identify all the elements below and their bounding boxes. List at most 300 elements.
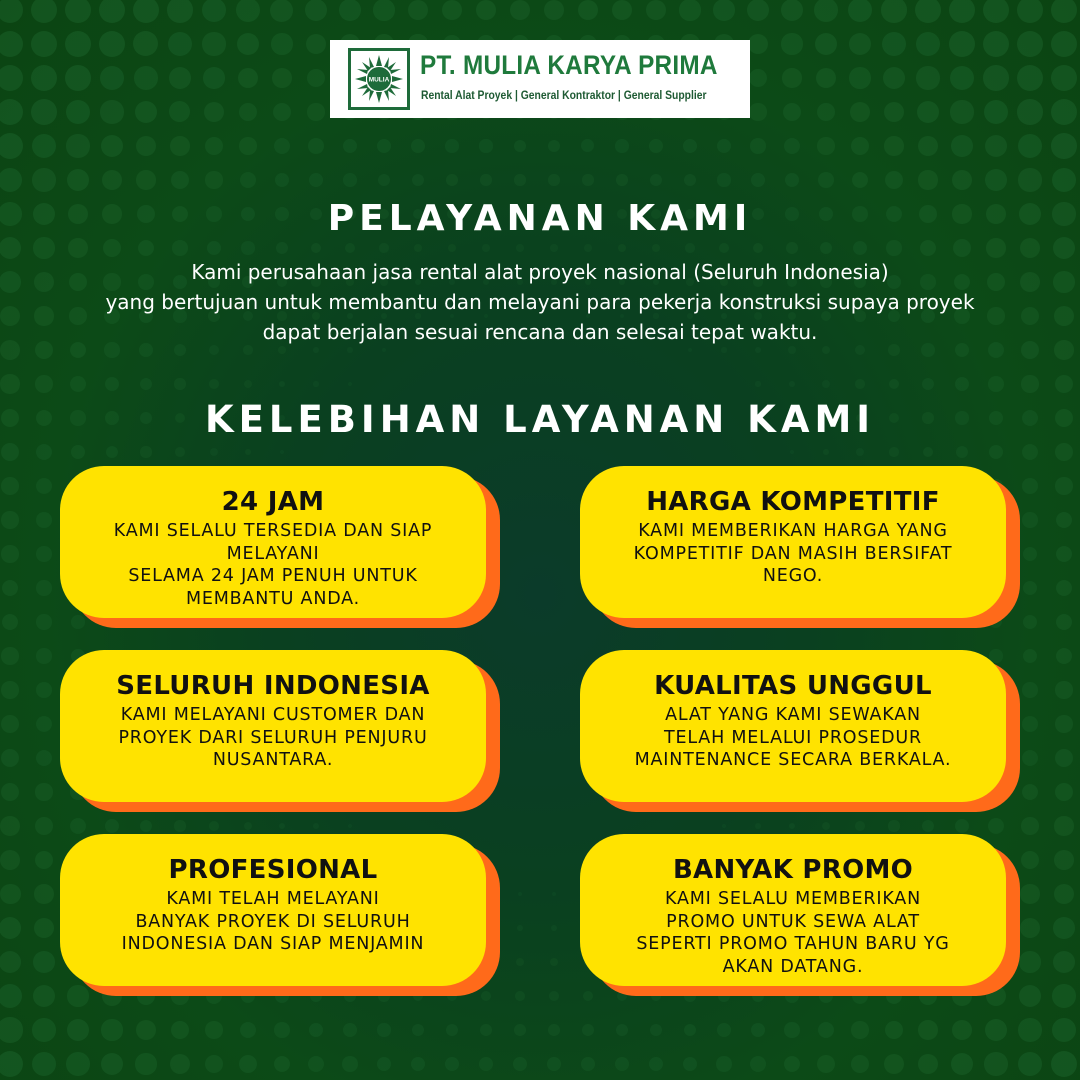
background-dot	[172, 240, 188, 256]
background-dot	[988, 376, 1004, 392]
card-body	[580, 466, 1006, 618]
background-dot	[1022, 682, 1037, 697]
background-dot	[412, 174, 424, 186]
background-dot	[986, 238, 1005, 257]
background-dot	[274, 138, 291, 155]
background-dot	[342, 1056, 357, 1071]
background-dot	[1054, 340, 1074, 360]
background-dot	[240, 1022, 256, 1038]
background-dot	[274, 1056, 291, 1073]
background-dot	[273, 103, 291, 121]
background-dot	[171, 1021, 190, 1040]
background-dot	[313, 347, 320, 354]
description-line: dapat berjalan sesuai rencana dan selesai tepat waktu.	[262, 320, 818, 344]
background-dot	[884, 1054, 904, 1074]
background-dot	[239, 1055, 257, 1073]
background-dot	[237, 33, 259, 55]
background-dot	[514, 140, 527, 153]
background-dot	[412, 1024, 425, 1037]
background-dot	[650, 1024, 662, 1036]
background-dot	[377, 139, 391, 153]
background-dot	[1055, 443, 1073, 461]
background-dot	[71, 445, 86, 460]
background-dot	[952, 1020, 973, 1041]
card-title: PROFESIONAL	[168, 855, 378, 885]
background-dot	[618, 244, 626, 252]
background-dot	[1053, 917, 1075, 939]
background-dot	[548, 1024, 560, 1036]
background-dot	[33, 237, 54, 258]
background-dot	[582, 174, 593, 185]
background-dot	[275, 173, 290, 188]
background-dot	[789, 381, 795, 387]
card-text-line: BANYAK PROYEK DI SELURUH	[135, 911, 411, 932]
background-dot	[35, 817, 53, 835]
background-dot	[1018, 1052, 1043, 1077]
background-dot	[446, 174, 458, 186]
background-dot	[955, 819, 969, 833]
background-dot	[856, 448, 863, 455]
card-text-line: ALAT YANG KAMI SEWAKAN	[665, 705, 921, 725]
background-dot	[823, 449, 829, 455]
background-dot	[1022, 784, 1039, 801]
background-dot	[615, 139, 628, 152]
background-dot	[1, 681, 18, 698]
background-dot	[1022, 716, 1038, 732]
background-dot	[308, 138, 324, 154]
card-text	[580, 704, 1006, 772]
background-dot	[31, 65, 57, 91]
background-dot	[581, 1057, 595, 1071]
background-dot	[0, 917, 21, 939]
background-dot	[0, 31, 23, 57]
background-dot	[100, 100, 123, 123]
card-text-line: KAMI TELAH MELAYANI	[166, 889, 380, 909]
background-dot	[36, 512, 51, 527]
background-dot	[271, 33, 292, 54]
background-dot	[886, 240, 901, 255]
background-dot	[916, 66, 939, 89]
background-dot	[985, 135, 1008, 158]
background-dot	[36, 444, 52, 460]
background-dot	[584, 244, 592, 252]
background-dot	[848, 0, 872, 22]
background-dot	[685, 243, 694, 252]
background-dot	[1052, 168, 1076, 192]
background-dot	[749, 69, 768, 88]
background-dot	[516, 244, 523, 251]
background-dot	[209, 821, 219, 831]
advantage-card-profesional	[60, 834, 500, 996]
background-dot	[0, 884, 21, 905]
background-dot	[411, 139, 425, 153]
background-dot	[956, 446, 969, 459]
background-dot	[612, 0, 632, 20]
background-dot	[1023, 581, 1038, 596]
background-dot	[106, 446, 119, 459]
background-dot	[0, 0, 23, 23]
background-dot	[817, 137, 834, 154]
background-dot	[31, 0, 57, 23]
background-dot	[0, 271, 21, 293]
background-dot	[279, 381, 286, 388]
background-dot	[0, 133, 23, 159]
background-dot	[781, 0, 804, 21]
background-dot	[32, 134, 57, 159]
background-dot	[818, 172, 834, 188]
background-dot	[855, 379, 864, 388]
card-title: KUALITAS UNGGUL	[654, 671, 932, 701]
background-dot	[204, 102, 224, 122]
advantage-card-kualitas-unggul	[580, 650, 1020, 812]
card-text-line: KAMI SELALU TERSEDIA DAN SIAP	[113, 521, 433, 541]
emblem-text: MULIA	[368, 76, 390, 84]
background-dot	[0, 374, 19, 393]
background-dot	[68, 238, 88, 258]
background-dot	[479, 1057, 493, 1071]
background-dot	[1021, 851, 1039, 869]
background-dot	[713, 0, 735, 21]
background-dot	[343, 139, 358, 154]
background-dot	[445, 139, 458, 152]
background-dot	[548, 174, 559, 185]
background-dot	[850, 102, 870, 122]
background-dot	[1, 749, 19, 767]
background-dot	[922, 378, 934, 390]
card-title: BANYAK PROMO	[672, 855, 914, 885]
background-dot	[882, 32, 906, 56]
background-dot	[1053, 271, 1074, 292]
background-dot	[782, 68, 802, 88]
background-dot	[518, 892, 522, 896]
background-dot	[0, 237, 21, 260]
background-dot	[1020, 884, 1039, 903]
background-dot	[550, 958, 558, 966]
background-dot	[1022, 444, 1038, 460]
background-dot	[31, 31, 57, 57]
background-dot	[347, 347, 352, 352]
background-dot	[652, 244, 660, 252]
background-dot	[1018, 134, 1042, 158]
background-dot	[1018, 168, 1041, 191]
background-dot	[548, 140, 561, 153]
background-dot	[136, 1020, 156, 1040]
background-dot	[616, 174, 627, 185]
background-dot	[140, 446, 151, 457]
background-dot	[1, 511, 18, 528]
background-dot	[66, 134, 89, 157]
background-dot	[1023, 615, 1038, 630]
background-dot	[0, 1017, 23, 1042]
background-dot	[1021, 817, 1038, 834]
background-dot	[1056, 648, 1073, 665]
background-dot	[65, 65, 91, 91]
background-dot	[36, 682, 52, 698]
background-dot	[133, 0, 159, 23]
card-text-line: KAMI MEMBERIKAN HARGA YANG	[638, 521, 948, 541]
background-dot	[446, 1024, 458, 1036]
company-tagline: Rental Alat Proyek | General Kontraktor | General Supplier	[421, 90, 707, 102]
card-text-line: KAMI MELAYANI CUSTOMER DAN	[120, 705, 426, 725]
background-dot	[684, 1024, 697, 1037]
background-dot	[918, 170, 937, 189]
background-dot	[721, 347, 726, 352]
background-dot	[1055, 375, 1074, 394]
background-dot	[0, 1051, 23, 1077]
background-dot	[205, 137, 223, 155]
background-dot	[99, 31, 125, 57]
background-dot	[348, 382, 352, 386]
background-dot	[751, 173, 765, 187]
background-dot	[786, 242, 798, 254]
background-dot	[1055, 783, 1073, 801]
background-dot	[32, 168, 55, 191]
background-dot	[785, 173, 800, 188]
advantage-card-harga-kompetitif	[580, 466, 1020, 628]
background-dot	[722, 824, 726, 828]
background-dot	[1054, 816, 1073, 835]
background-dot	[683, 139, 697, 153]
card-text	[580, 520, 1006, 588]
background-dot	[136, 170, 155, 189]
background-dot	[989, 445, 1003, 459]
background-dot	[814, 0, 838, 22]
background-dot	[889, 447, 898, 456]
background-dot	[1018, 1018, 1041, 1041]
background-dot	[276, 242, 288, 254]
card-text	[580, 888, 1006, 978]
background-dot	[414, 244, 423, 253]
background-dot	[0, 340, 20, 360]
background-dot	[209, 379, 219, 389]
background-dot	[205, 1021, 222, 1038]
background-dot	[35, 783, 52, 800]
card-body	[580, 650, 1006, 802]
background-dot	[101, 135, 123, 157]
description-line: Kami perusahaan jasa rental alat proyek nasional (Seluruh Indonesia)	[191, 260, 889, 284]
background-dot	[34, 918, 54, 938]
background-dot	[1051, 65, 1077, 91]
background-dot	[1056, 580, 1073, 597]
background-dot	[510, 0, 530, 20]
background-dot	[138, 240, 155, 257]
background-dot	[988, 818, 1004, 834]
background-dot	[881, 0, 906, 23]
background-dot	[953, 239, 971, 257]
background-dot	[1055, 681, 1072, 698]
background-dot	[167, 0, 193, 23]
background-dot	[952, 170, 972, 190]
card-text-line: MAINTENANCE SECARA BERKALA.	[634, 750, 952, 770]
card-text-line: AKAN DATANG.	[722, 956, 864, 977]
advantages-heading: KELEBIHAN LAYANAN KAMI	[204, 398, 876, 441]
background-dot	[240, 172, 256, 188]
background-dot	[442, 0, 462, 20]
background-dot	[918, 136, 939, 157]
background-dot	[513, 1057, 526, 1070]
card-title: SELURUH INDONESIA	[116, 671, 430, 701]
background-dot	[985, 169, 1007, 191]
background-dot	[0, 306, 20, 327]
background-dot	[313, 381, 318, 386]
services-description	[40, 257, 1040, 347]
background-dot	[272, 68, 292, 88]
background-dot	[238, 68, 259, 89]
background-dot	[480, 1024, 492, 1036]
card-title: 24 JAM	[221, 487, 325, 517]
card-title: HARGA KOMPETITIF	[646, 487, 940, 517]
background-dot	[274, 1022, 289, 1037]
background-dot	[616, 1024, 628, 1036]
advantage-card-banyak-promo	[580, 834, 1020, 996]
card-text-line: PROMO UNTUK SEWA ALAT	[666, 911, 920, 932]
card-text-line: INDONESIA DAN SIAP MENJAMIN	[121, 934, 425, 954]
background-dot	[985, 1019, 1007, 1041]
background-dot	[1054, 306, 1074, 326]
background-dot	[70, 818, 86, 834]
background-dot	[788, 346, 796, 354]
background-dot	[175, 447, 184, 456]
card-body	[60, 650, 486, 802]
card-text-line: PROYEK DARI SELURUH PENJURU	[118, 727, 428, 748]
background-dot	[313, 823, 319, 829]
background-dot	[1017, 65, 1043, 91]
background-dot	[1055, 715, 1072, 732]
background-dot	[852, 172, 869, 189]
background-dot	[136, 136, 157, 157]
background-dot	[949, 0, 975, 23]
background-dot	[0, 168, 22, 193]
background-dot	[65, 31, 91, 57]
background-dot	[278, 346, 286, 354]
background-dot	[1022, 750, 1038, 766]
background-dot	[717, 139, 732, 154]
background-dot	[514, 1024, 526, 1036]
background-dot	[851, 1021, 868, 1038]
background-dot	[35, 375, 53, 393]
background-dot	[205, 1055, 224, 1074]
background-dot	[717, 1023, 731, 1037]
advantage-card-24-jam	[60, 466, 500, 628]
background-dot	[1019, 951, 1040, 972]
background-dot	[1, 443, 19, 461]
background-dot	[1056, 614, 1073, 631]
background-dot	[1019, 985, 1041, 1007]
background-dot	[1017, 99, 1043, 125]
background-dot	[33, 951, 54, 972]
background-dot	[581, 139, 594, 152]
background-dot	[1051, 99, 1077, 125]
background-dot	[983, 0, 1009, 23]
background-dot	[951, 135, 973, 157]
background-dot	[1055, 749, 1073, 767]
card-body	[580, 834, 1006, 986]
background-dot	[31, 99, 57, 125]
background-dot	[1017, 0, 1043, 23]
background-dot	[578, 0, 598, 20]
card-text-line: NUSANTARA.	[212, 750, 334, 770]
background-dot	[1, 715, 19, 733]
background-dot	[755, 381, 760, 386]
background-dot	[955, 377, 969, 391]
background-dot	[544, 0, 564, 20]
advantage-card-seluruh-indonesia	[60, 650, 500, 812]
background-dot	[377, 1023, 390, 1036]
background-dot	[66, 100, 91, 125]
background-dot	[883, 67, 905, 89]
background-dot	[210, 448, 218, 456]
background-dot	[751, 1023, 765, 1037]
background-dot	[307, 69, 326, 88]
background-dot	[755, 347, 761, 353]
background-dot	[379, 243, 388, 252]
background-dot	[36, 478, 52, 494]
background-dot	[279, 823, 286, 830]
background-dot	[0, 850, 20, 870]
background-dot	[984, 100, 1008, 124]
background-dot	[133, 31, 158, 56]
background-dot	[949, 31, 975, 57]
background-dot	[688, 348, 692, 352]
background-dot	[849, 33, 872, 56]
background-dot	[36, 716, 52, 732]
background-dot	[35, 851, 54, 870]
background-dot	[482, 244, 490, 252]
background-dot	[345, 243, 355, 253]
background-dot	[1, 545, 18, 562]
background-dot	[168, 32, 192, 56]
background-dot	[100, 66, 125, 91]
background-dot	[135, 1053, 156, 1074]
description-line: yang bertujuan untuk membantu dan melayani para pekerja konstruksi supaya proyek	[105, 290, 975, 314]
background-dot	[552, 892, 556, 896]
background-dot	[339, 0, 361, 21]
background-dot	[0, 65, 23, 91]
background-dot	[748, 34, 769, 55]
background-dot	[684, 174, 696, 186]
background-dot	[683, 1057, 698, 1072]
background-dot	[884, 102, 905, 123]
background-dot	[241, 241, 254, 254]
background-dot	[239, 103, 258, 122]
background-dot	[889, 379, 900, 390]
background-dot	[781, 33, 802, 54]
background-dot	[169, 101, 190, 122]
background-dot	[851, 137, 869, 155]
background-dot	[650, 174, 662, 186]
background-dot	[649, 139, 663, 153]
background-dot	[853, 241, 867, 255]
background-dot	[377, 1057, 392, 1072]
background-dot	[171, 171, 189, 189]
background-dot	[343, 173, 356, 186]
background-dot	[202, 0, 227, 22]
background-dot	[922, 820, 935, 833]
background-dot	[36, 614, 51, 629]
background-dot	[348, 824, 352, 828]
background-dot	[783, 103, 801, 121]
background-dot	[305, 0, 327, 21]
background-dot	[103, 239, 121, 257]
background-dot	[101, 1053, 123, 1075]
background-dot	[309, 1023, 324, 1038]
background-dot	[918, 1054, 939, 1075]
background-dot	[749, 103, 766, 120]
background-dot	[1022, 512, 1037, 527]
background-dot	[885, 1021, 903, 1039]
company-emblem-icon	[348, 48, 410, 110]
background-dot	[1021, 375, 1038, 392]
